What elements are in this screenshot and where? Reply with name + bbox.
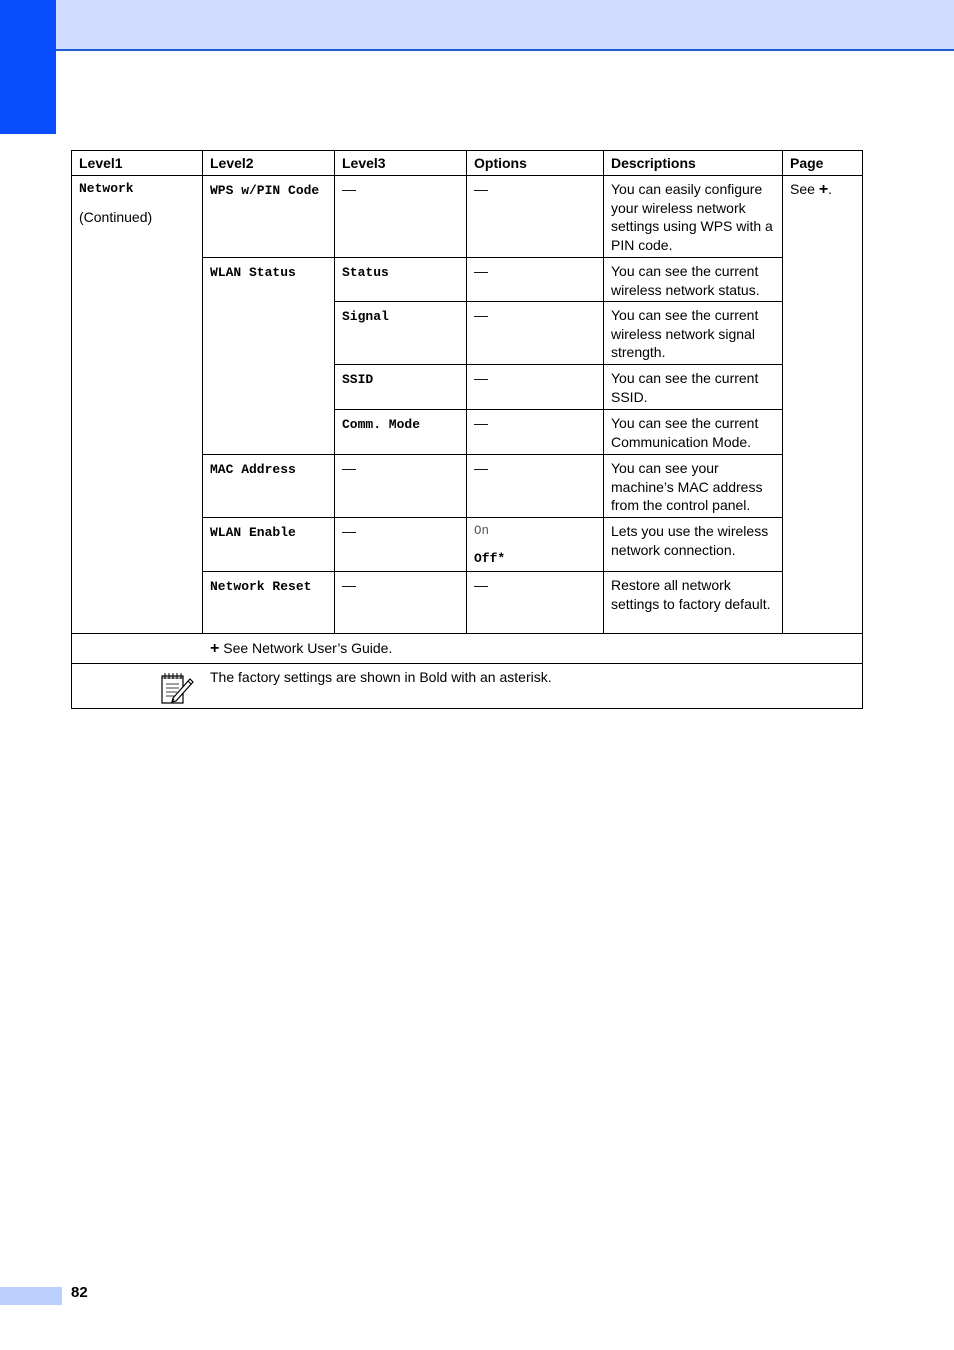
- level2-label: WPS w/PIN Code: [210, 183, 320, 198]
- footnote-text: See Network User’s Guide.: [223, 640, 393, 656]
- options-label: —: [474, 181, 488, 197]
- note-row: [72, 664, 863, 709]
- description-text: You can see your machine’s MAC address from the control panel.: [604, 455, 783, 518]
- note-text: The factory settings are shown in Bold with an asterisk.: [210, 669, 552, 685]
- description-text: You can see the current wireless network signal strength.: [604, 302, 783, 365]
- description-text: You can easily configure your wireless network settings using WPS with a PIN code.: [604, 176, 783, 258]
- settings-table: [71, 150, 863, 709]
- footnote-row: [72, 634, 863, 664]
- footer-band: [0, 1287, 62, 1305]
- level3-label: Signal: [342, 309, 389, 324]
- options-label: —: [474, 460, 488, 476]
- header-band: [0, 0, 954, 51]
- level1-cell: [72, 176, 203, 634]
- footnote-cell: [72, 634, 863, 664]
- level1-name: Network: [79, 181, 134, 196]
- table-row: [72, 176, 863, 258]
- plus-icon: +: [818, 181, 829, 198]
- level3-label: Comm. Mode: [342, 417, 421, 432]
- header-page: Page: [783, 151, 863, 176]
- option-off-default: Off*: [474, 550, 506, 566]
- level2-label: WLAN Enable: [210, 525, 296, 540]
- level1-continued: (Continued): [79, 208, 153, 225]
- level2-label: WLAN Status: [210, 265, 296, 280]
- options-label: —: [474, 307, 488, 323]
- level2-label: MAC Address: [210, 462, 296, 477]
- description-text: Lets you use the wireless network connection.: [604, 518, 783, 572]
- options-label: —: [474, 415, 488, 431]
- header-descriptions: Descriptions: [604, 151, 783, 176]
- page-number: 82: [71, 1284, 88, 1301]
- level3-label: —: [342, 460, 356, 476]
- header-level1: Level1: [72, 151, 203, 176]
- note-pencil-icon: [159, 670, 195, 711]
- level3-label: —: [342, 577, 356, 593]
- option-on: On: [474, 524, 490, 538]
- page-ref-prefix: See: [790, 181, 815, 197]
- header-options: Options: [467, 151, 604, 176]
- level3-label: —: [342, 523, 356, 539]
- level3-label: SSID: [342, 372, 374, 387]
- description-text: You can see the current Communication Mode.: [604, 410, 783, 455]
- page-ref-suffix: .: [828, 181, 833, 197]
- plus-icon: +: [210, 640, 220, 657]
- level3-label: Status: [342, 265, 389, 280]
- chapter-tab: [0, 0, 56, 134]
- description-text: You can see the current SSID.: [604, 365, 783, 410]
- description-text: You can see the current wireless network status.: [604, 258, 783, 302]
- options-label: —: [474, 370, 488, 386]
- note-cell: [72, 664, 863, 709]
- table-header-row: [72, 151, 863, 176]
- header-level3: Level3: [335, 151, 467, 176]
- level3-label: —: [342, 181, 356, 197]
- description-text: Restore all network settings to factory default.: [604, 572, 783, 634]
- options-label: —: [474, 263, 488, 279]
- options-label: —: [474, 577, 488, 593]
- level2-label: Network Reset: [210, 579, 312, 594]
- page-cell: [783, 176, 863, 634]
- header-level2: Level2: [203, 151, 335, 176]
